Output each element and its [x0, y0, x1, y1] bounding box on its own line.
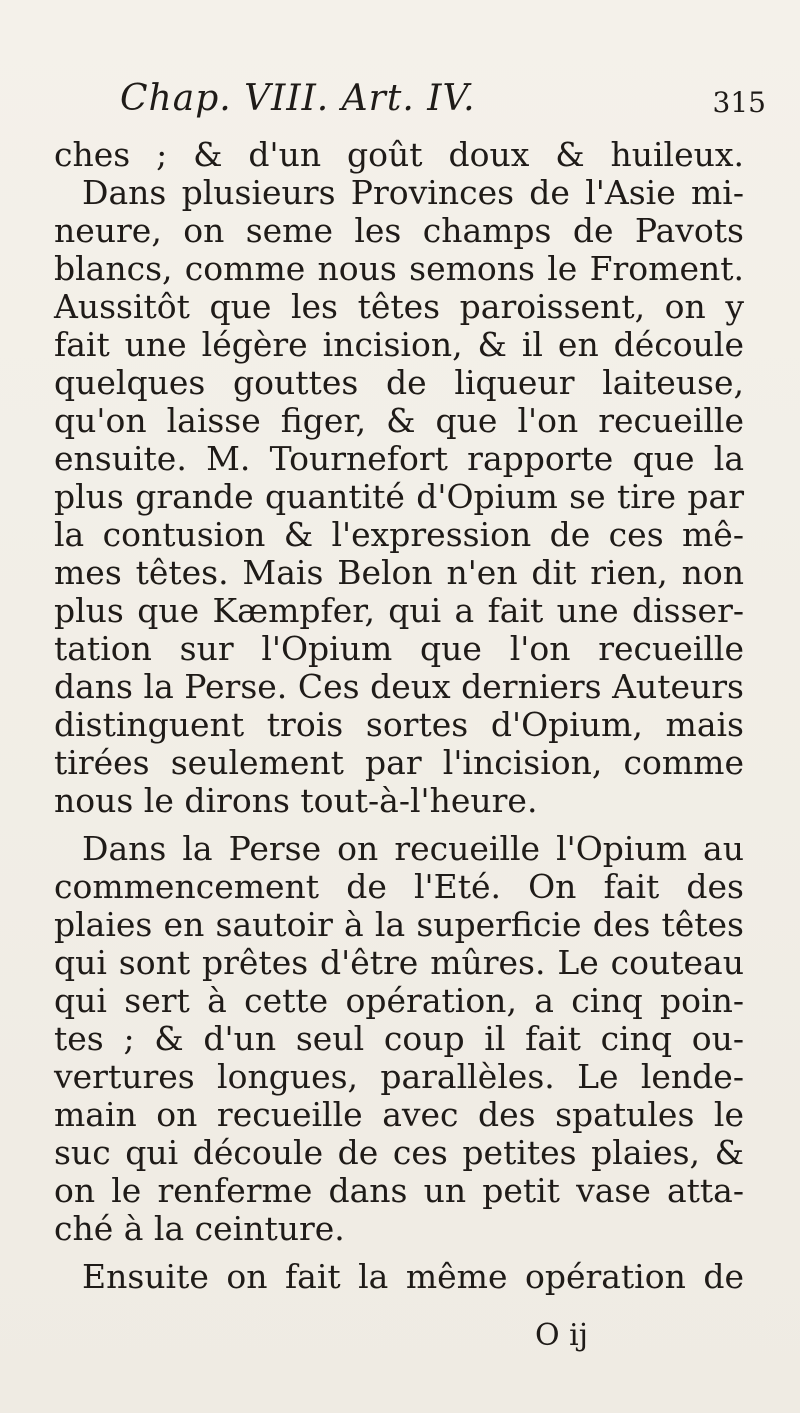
text-line: distinguent trois sortes d'Opium, mais [54, 705, 744, 744]
text-line: plus grande quantité d'Opium se tire par [54, 477, 744, 516]
paragraph-3 [54, 1258, 744, 1296]
text-line: main on recueille avec des spatules le [54, 1095, 744, 1134]
text-line: tation sur l'Opium que l'on recueille [54, 629, 744, 668]
text-line: qu'on laisse figer, & que l'on recueille [54, 401, 744, 440]
text-line: mes têtes. Mais Belon n'en dit rien, non [54, 553, 744, 592]
text-line: Dans plusieurs Provinces de l'Asie mi- [82, 173, 744, 212]
text-line: commencement de l'Eté. On fait des [54, 867, 744, 906]
text-line: on le renferme dans un petit vase atta- [54, 1171, 744, 1210]
text-line: fait une légère incision, & il en découle [54, 325, 744, 364]
text-line: tes ; & d'un seul coup il fait cinq ou- [54, 1019, 744, 1058]
text-line: la contusion & l'expression de ces mê- [54, 515, 744, 554]
text-line: qui sont prêtes d'être mûres. Le couteau [54, 943, 744, 982]
text-line: plus que Kæmpfer, qui a fait une disser- [54, 591, 744, 630]
text-line: dans la Perse. Ces deux derniers Auteurs [54, 667, 744, 706]
text-line: ché à la ceinture. [54, 1209, 345, 1248]
text-line: plaies en sautoir à la superficie des têtes [54, 905, 744, 944]
paragraph-1 [54, 136, 744, 820]
text-line: vertures longues, parallèles. Le lende- [54, 1057, 744, 1096]
text-line: neure, on seme les champs de Pavots [54, 211, 744, 250]
text-line: Aussitôt que les têtes paroissent, on y [54, 287, 744, 326]
signature-mark: O ij [535, 1318, 589, 1353]
text-line: suc qui découle de ces petites plaies, & [54, 1133, 744, 1172]
text-line: Ensuite on fait la même opération de [82, 1257, 744, 1296]
running-head: Chap. VIII. Art. IV. [120, 78, 476, 119]
text-line: qui sert à cette opération, a cinq poin- [54, 981, 744, 1020]
page-number: 315 [712, 86, 766, 119]
text-line: Dans la Perse on recueille l'Opium au [82, 829, 744, 868]
text-line: ches ; & d'un goût doux & huileux. [54, 135, 744, 174]
page-header [40, 78, 770, 126]
text-line: nous le dirons tout-à-l'heure. [54, 781, 538, 820]
text-line: ensuite. M. Tournefort rapporte que la [54, 439, 744, 478]
paragraph-2 [54, 830, 744, 1248]
text-line: tirées seulement par l'incision, comme [54, 743, 744, 782]
text-line: blancs, comme nous semons le Froment. [54, 249, 744, 288]
page-body [54, 136, 744, 1296]
text-line: quelques gouttes de liqueur laiteuse, [54, 363, 744, 402]
